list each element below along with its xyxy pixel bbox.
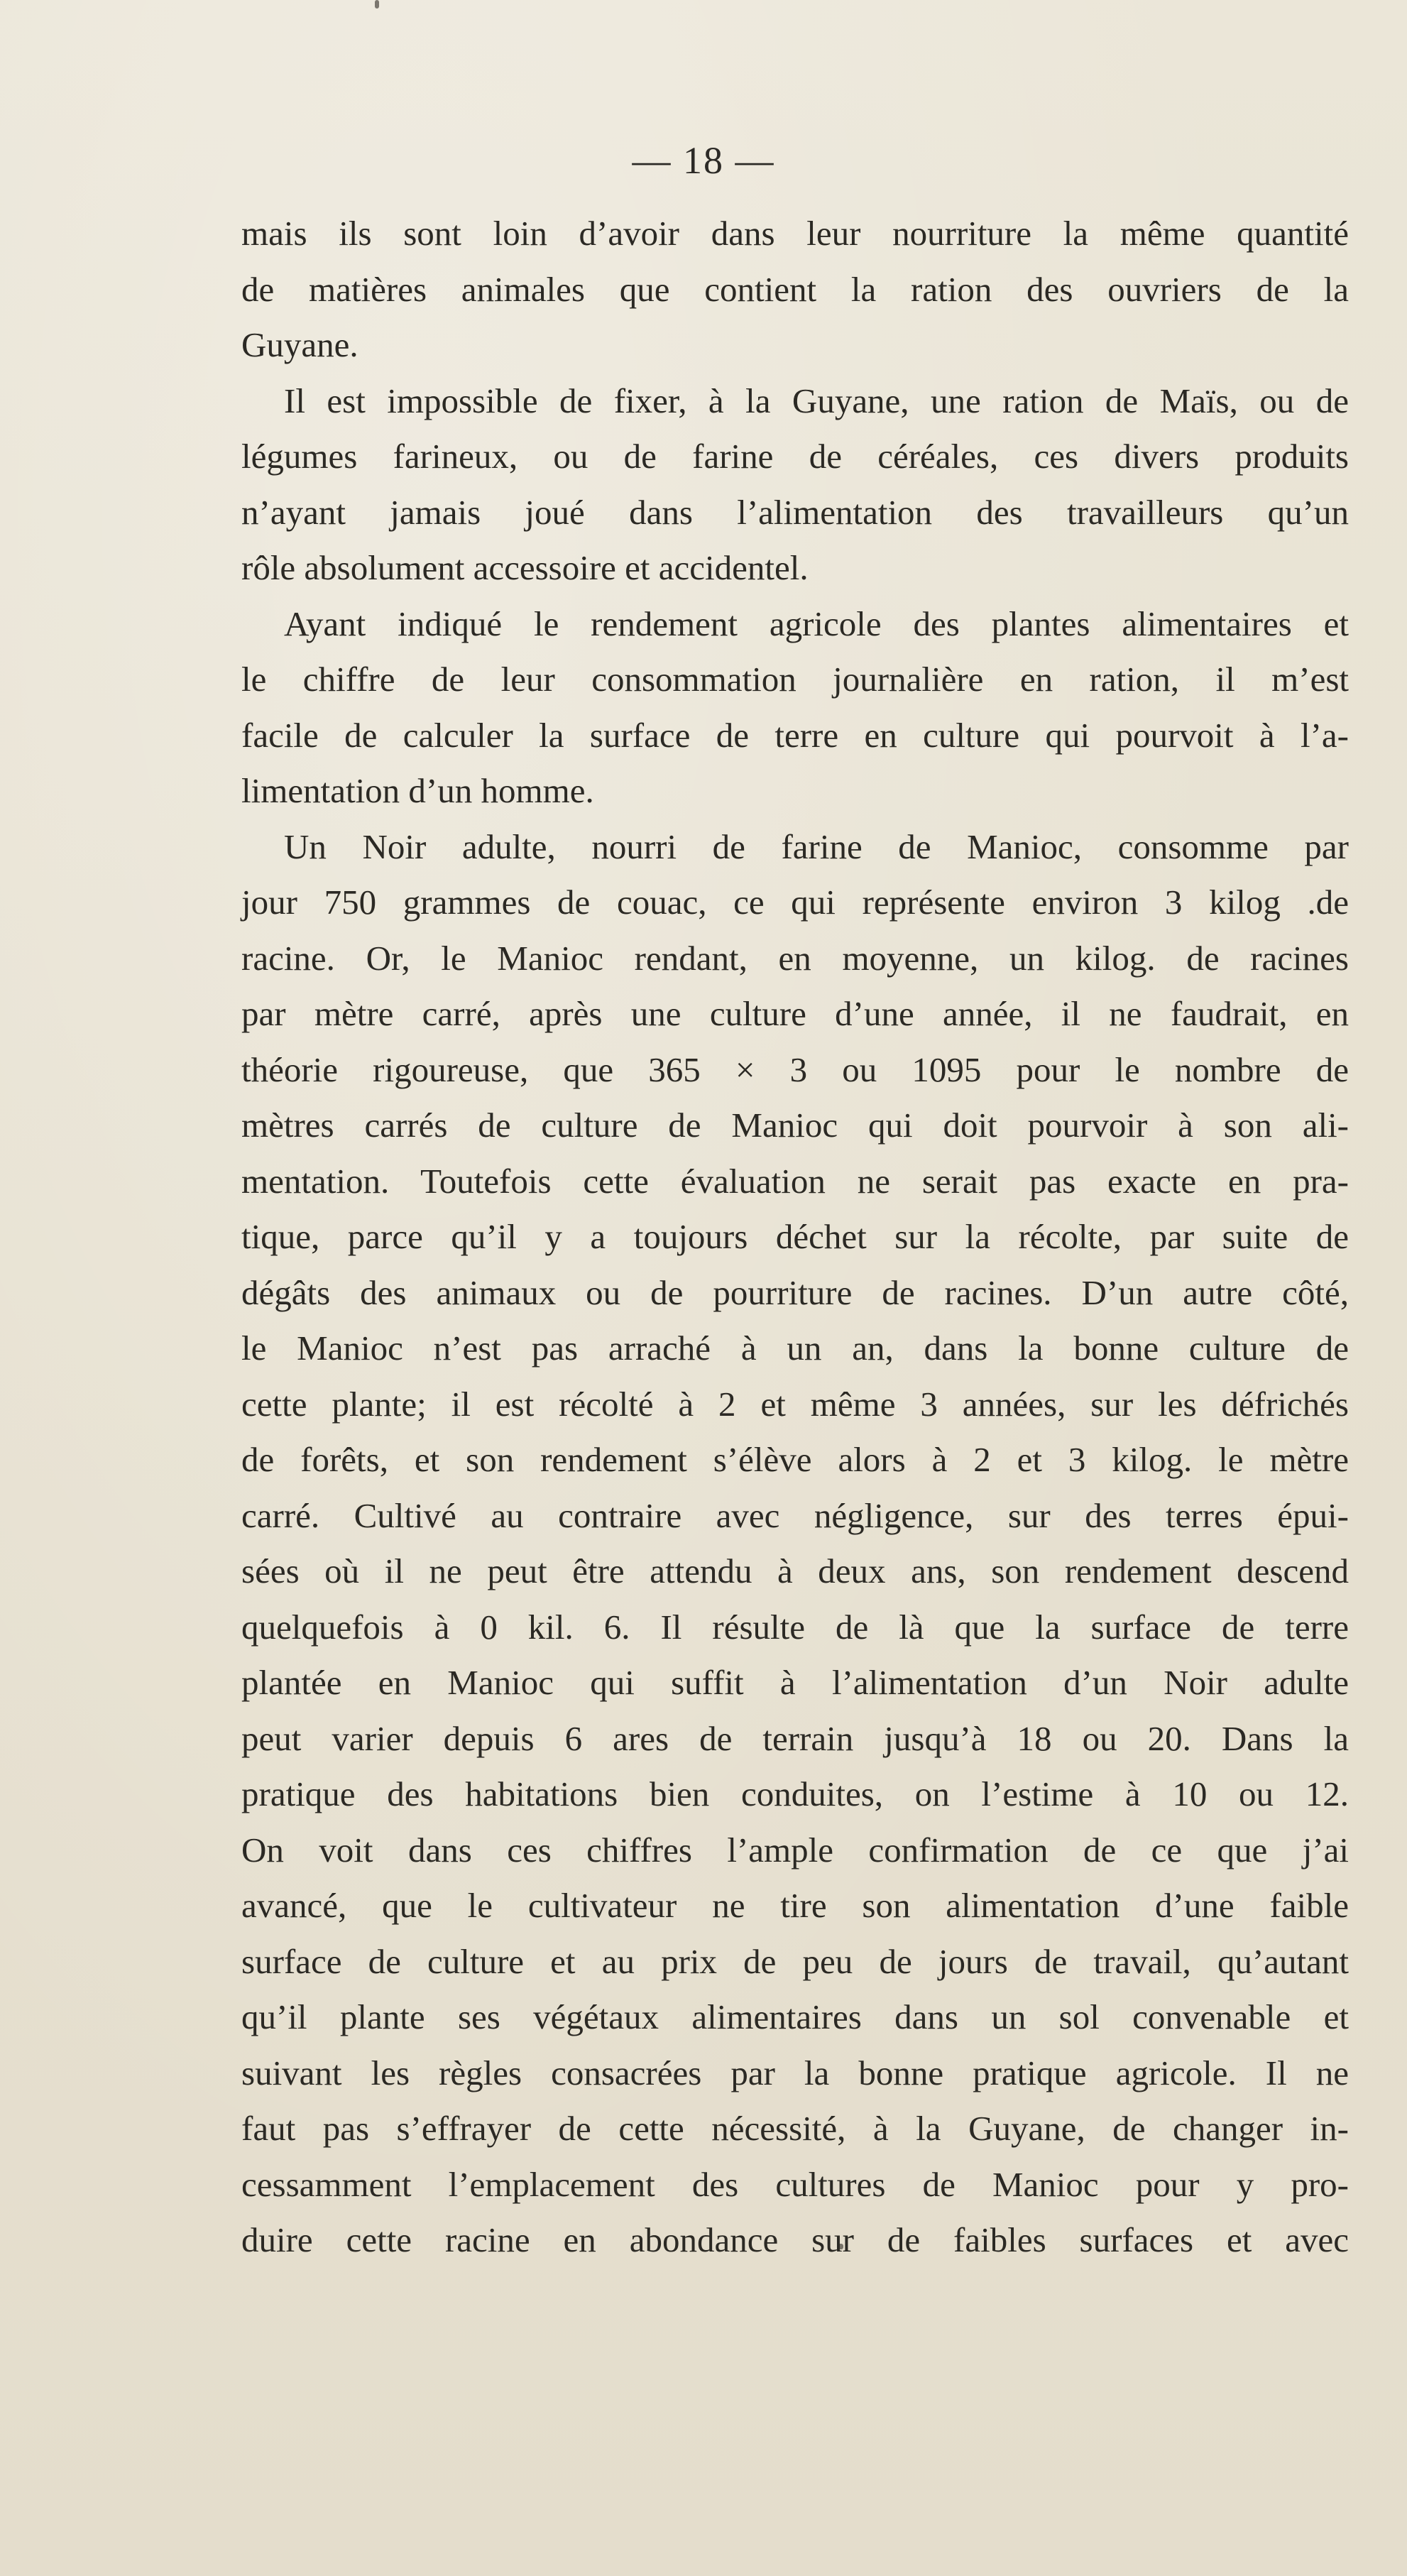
text-line: duire cette racine en abondance sur de faibles surfaces et avec <box>241 2220 1349 2259</box>
text-line: racine. Or, le Manioc rendant, en moyenne, un kilog. de racines <box>241 938 1349 978</box>
text-line: mètres carrés de culture de Manioc qui doit pourvoir à son ali- <box>241 1106 1349 1145</box>
text-line: jour 750 grammes de couac, ce qui représente environ 3 kilog .de <box>241 883 1349 922</box>
text-line: légumes farineux, ou de farine de céréales, ces divers produits <box>241 437 1349 476</box>
text-line: mais ils sont loin d’avoir dans leur nourriture la même quantité <box>241 214 1349 253</box>
text-line: sées où il ne peut être attendu à deux ans, son rendement descend <box>241 1551 1349 1590</box>
text-line: quelquefois à 0 kil. 6. Il résulte de là que la surface de terre <box>241 1607 1349 1647</box>
text-line: peut varier depuis 6 ares de terrain jusqu’à 18 ou 20. Dans la <box>241 1718 1349 1758</box>
text-line: n’ayant jamais joué dans l’alimentation des travailleurs qu’un <box>241 492 1349 532</box>
text-line: de forêts, et son rendement s’élève alors à 2 et 3 kilog. le mètre <box>241 1440 1349 1479</box>
text-line: de matières animales que contient la ration des ouvriers de la <box>241 269 1349 309</box>
text-line: suivant les règles consacrées par la bonne pratique agricole. Il ne <box>241 2053 1349 2092</box>
text-line: plantée en Manioc qui suffit à l’alimentation d’un Noir adulte <box>241 1663 1349 1702</box>
text-line: facile de calculer la surface de terre en culture qui pourvoit à l’a- <box>241 715 1349 755</box>
text-line: théorie rigoureuse, que 365 × 3 ou 1095 pour le nombre de <box>241 1049 1349 1089</box>
text-line: le Manioc n’est pas arraché à un an, dans la bonne culture de <box>241 1328 1349 1368</box>
text-line: Guyane. <box>241 325 358 364</box>
text-line: tique, parce qu’il y a toujours déchet sur la récolte, par suite de <box>241 1217 1349 1256</box>
text-line: par mètre carré, après une culture d’une année, il ne faudrait, en <box>241 994 1349 1033</box>
text-line: avancé, que le cultivateur ne tire son alimentation d’une faible <box>241 1886 1349 1925</box>
text-line: Il est impossible de fixer, à la Guyane, une ration de Maïs, ou de <box>284 381 1349 420</box>
text-line: limentation d’un homme. <box>241 771 594 810</box>
text-line: pratique des habitations bien conduites, on l’estime à 10 ou 12. <box>241 1774 1349 1813</box>
ink-speck <box>375 0 379 9</box>
text-line: le chiffre de leur consommation journalière en ration, il m’est <box>241 660 1349 699</box>
text-line: Ayant indiqué le rendement agricole des plantes alimentaires et <box>284 604 1349 643</box>
text-line: On voit dans ces chiffres l’ample confirmation de ce que j’ai <box>241 1830 1349 1870</box>
text-line: faut pas s’effrayer de cette nécessité, à la Guyane, de changer in- <box>241 2109 1349 2148</box>
page-number: — 18 — <box>632 139 775 182</box>
text-line: dégâts des animaux ou de pourriture de racines. D’un autre côté, <box>241 1272 1349 1312</box>
text-line: surface de culture et au prix de peu de jours de travail, qu’autant <box>241 1941 1349 1981</box>
text-line: qu’il plante ses végétaux alimentaires dans un sol convenable et <box>241 1997 1349 2036</box>
text-line: rôle absolument accessoire et accidentel. <box>241 548 809 587</box>
text-line: cette plante; il est récolté à 2 et même 3 années, sur les défrichés <box>241 1384 1349 1424</box>
text-line: cessamment l’emplacement des cultures de Manioc pour y pro- <box>241 2164 1349 2204</box>
text-line: carré. Cultivé au contraire avec négligence, sur des terres épui- <box>241 1495 1349 1535</box>
text-line: Un Noir adulte, nourri de farine de Manioc, consomme par <box>284 826 1349 866</box>
body-text <box>241 206 1349 2269</box>
text-line: mentation. Toutefois cette évaluation ne serait pas exacte en pra- <box>241 1161 1349 1201</box>
